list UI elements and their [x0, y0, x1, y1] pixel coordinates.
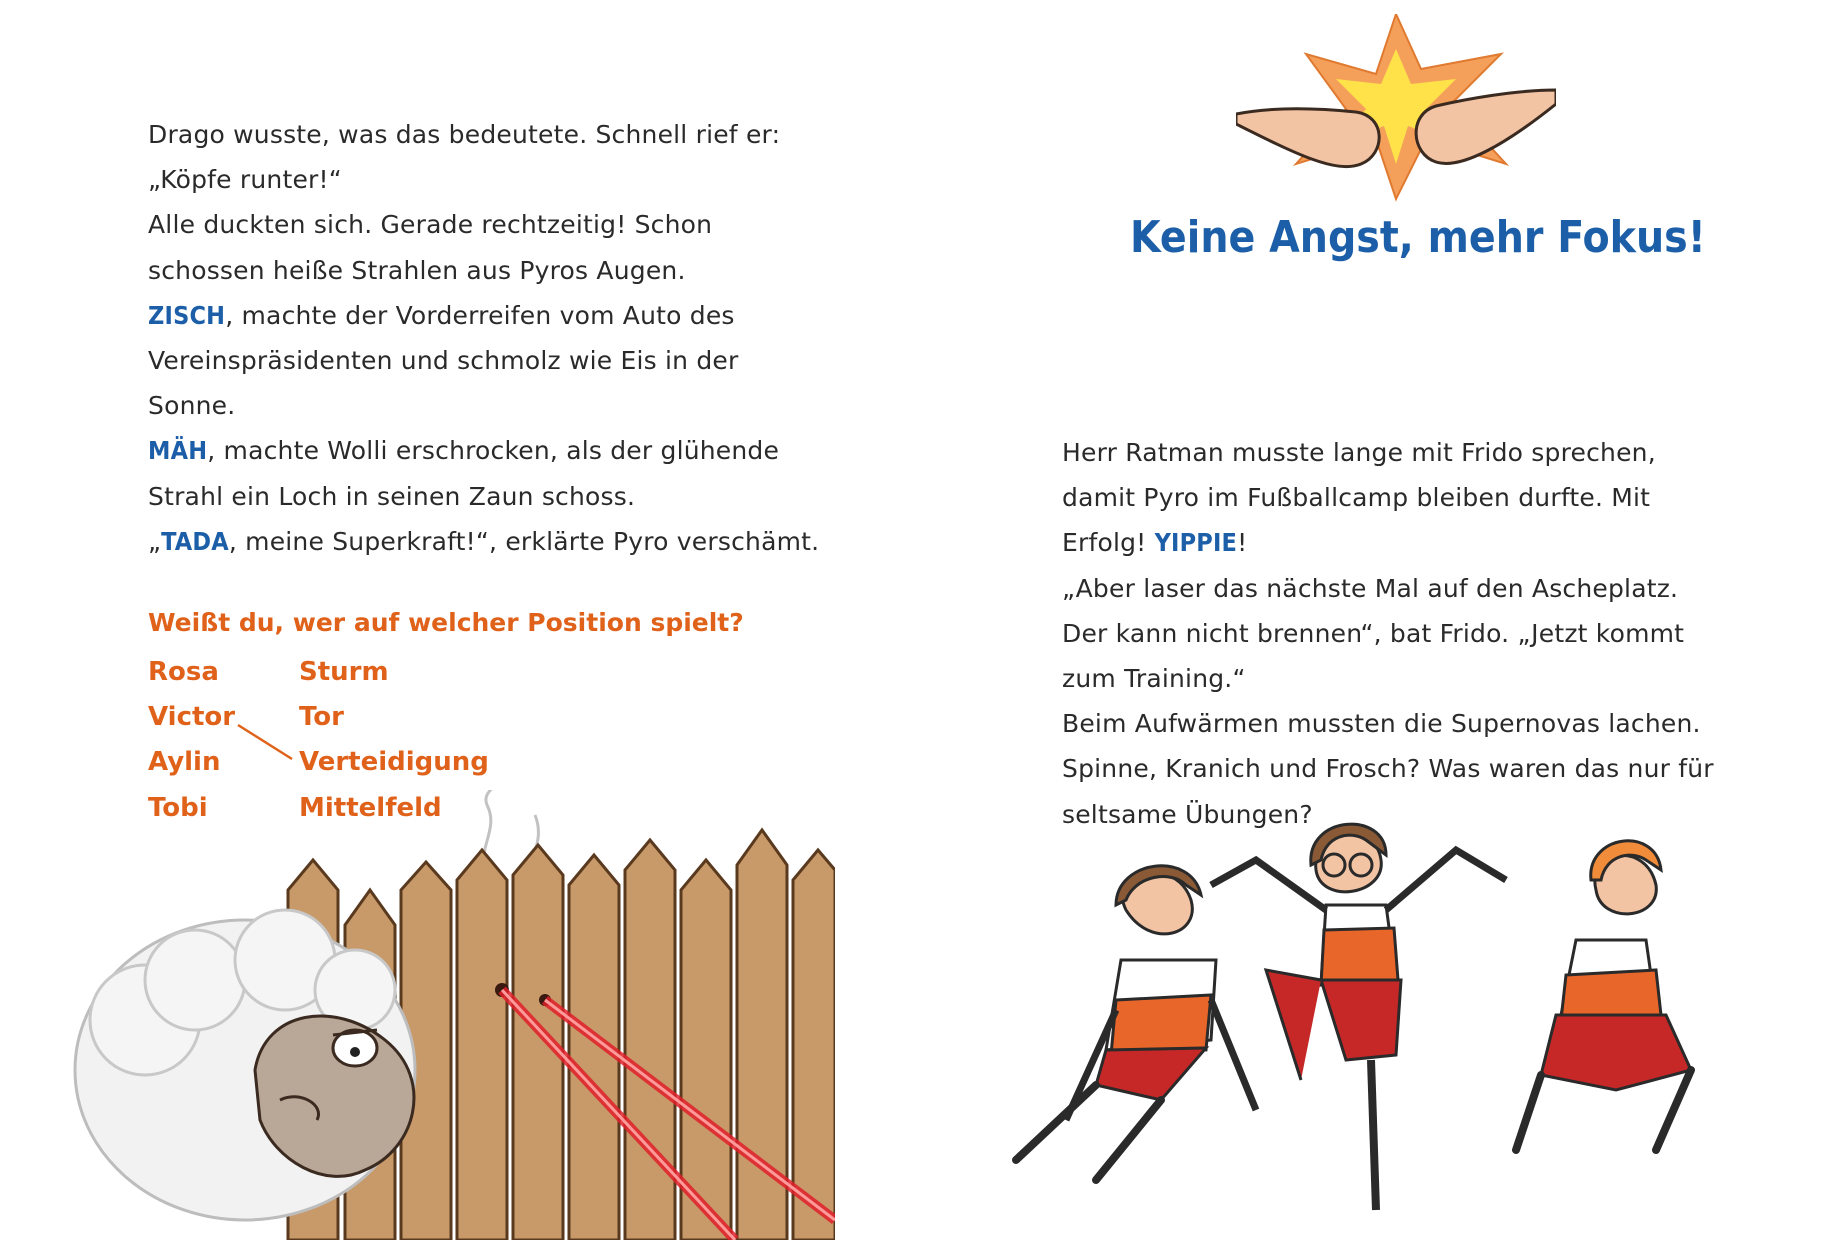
right-paragraph-text-before: seltsame Übungen? [1062, 799, 1313, 829]
right-paragraph-text-before: Erfolg! [1062, 528, 1155, 558]
left-paragraph-line [148, 338, 819, 383]
left-paragraph-line [148, 428, 819, 473]
left-paragraph-line [148, 383, 819, 428]
kid-frog-icon [1516, 841, 1691, 1150]
story-paragraph-left [148, 112, 819, 564]
right-paragraph-text-before: Spinne, Kranich und Frosch? Was waren das nur für [1062, 754, 1714, 784]
right-paragraph-text-before: Beim Aufwärmen mussten die Supernovas lachen. [1062, 709, 1701, 739]
quiz-name-aylin: Aylin [148, 747, 221, 778]
left-paragraph-line [148, 157, 819, 202]
left-paragraph-line [148, 293, 819, 338]
left-paragraph-text-after: , meine Superkraft!“, erklärte Pyro verschämt. [228, 526, 820, 556]
left-paragraph-text-before: schossen heiße Strahlen aus Pyros Augen. [148, 255, 686, 285]
chapter-title: Keine Angst, mehr Fokus! [1130, 212, 1706, 263]
left-paragraph-line [148, 519, 819, 564]
story-paragraph-right [1062, 430, 1714, 837]
left-paragraph-text-before: Strahl ein Loch in seinen Zaun schoss. [148, 481, 636, 511]
right-paragraph-text-before: Herr Ratman musste lange mit Frido sprechen, [1062, 438, 1656, 467]
quiz-position-tor: Tor [299, 702, 344, 733]
left-paragraph-text-before: Alle duckten sich. Gerade rechtzeitig! Schon [148, 210, 713, 240]
right-paragraph-text-before: „Aber laser das nächste Mal auf den Ascheplatz. [1062, 573, 1679, 603]
kid-crane-icon [1211, 824, 1506, 1210]
left-paragraph-text-before: Sonne. [148, 391, 236, 421]
quiz-name-victor: Victor [148, 702, 236, 733]
left-paragraph-text-after: , machte der Vorderreifen vom Auto des [225, 300, 735, 330]
left-paragraph-line [148, 112, 819, 157]
kid-spider-icon [1016, 866, 1256, 1180]
left-page [0, 0, 915, 1240]
quiz-position-sturm: Sturm [299, 657, 389, 687]
right-paragraph-line [1062, 520, 1714, 565]
right-paragraph-line [1062, 611, 1714, 656]
quiz-position-mittelfeld: Mittelfeld [299, 792, 442, 823]
quiz-position-verteidigung: Verteidigung [299, 747, 489, 778]
left-paragraph-line [148, 202, 819, 247]
right-paragraph-line [1062, 566, 1714, 611]
right-paragraph-line [1062, 701, 1714, 746]
right-paragraph-text-before: zum Training.“ [1062, 663, 1246, 693]
quiz-name-tobi: Tobi [148, 792, 208, 823]
right-paragraph-line [1062, 656, 1714, 701]
left-paragraph-keyword: MÄH [148, 436, 208, 466]
laser-sheep-illustration [55, 790, 835, 1240]
fist-bump-icon [1236, 14, 1556, 204]
sheep-icon [75, 910, 415, 1220]
left-paragraph-text-before: Drago wusste, was das bedeutete. Schnell rief er: [148, 120, 781, 149]
right-paragraph-line [1062, 746, 1714, 791]
right-paragraph-text-after: ! [1237, 528, 1248, 558]
quiz-title: Weißt du, wer auf welcher Position spielt? [148, 608, 744, 637]
left-paragraph-line [148, 474, 819, 519]
right-paragraph-keyword: YIPPIE [1154, 528, 1238, 558]
right-paragraph-line [1062, 430, 1714, 475]
left-paragraph-text-after: , machte Wolli erschrocken, als der glühende [207, 436, 780, 466]
right-paragraph-text-before: damit Pyro im Fußballcamp bleiben durfte. Mit [1062, 483, 1651, 513]
left-paragraph-text-before: „ [148, 526, 162, 556]
left-paragraph-keyword: TADA [161, 526, 229, 556]
quiz-example-line [230, 715, 300, 765]
right-page [916, 0, 1831, 1240]
right-paragraph-line [1062, 475, 1714, 520]
left-paragraph-text-before: Vereinspräsidenten und schmolz wie Eis in der [148, 345, 739, 375]
left-paragraph-keyword: ZISCH [148, 300, 226, 330]
stretching-kids-illustration [956, 810, 1736, 1240]
quiz-name-rosa: Rosa [148, 657, 219, 687]
left-paragraph-line [148, 248, 819, 293]
left-paragraph-text-before: „Köpfe runter!“ [148, 165, 342, 195]
right-paragraph-text-before: Der kann nicht brennen“, bat Frido. „Jetzt kommt [1062, 618, 1685, 648]
